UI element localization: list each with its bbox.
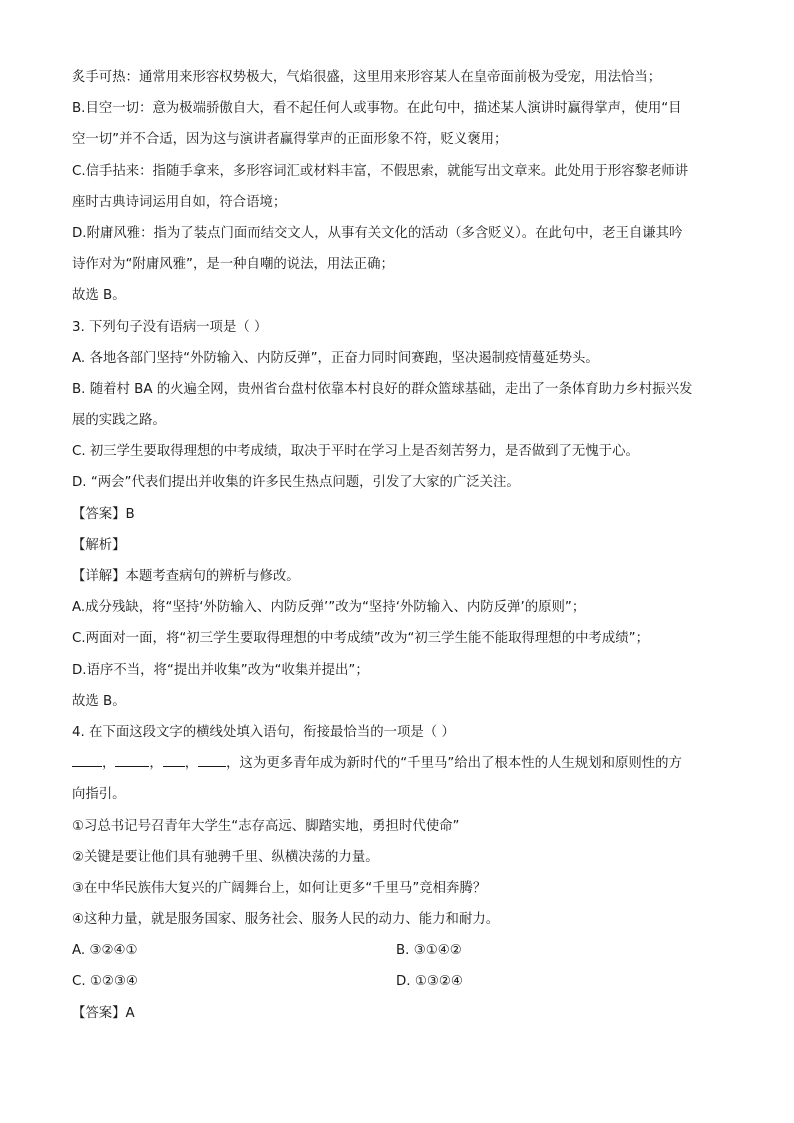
- text-line: B.目空一切：意为极端骄傲自大，看不起任何人或事物。在此句中，描述某人演讲时赢得掌声，使用“目: [72, 101, 682, 117]
- text-line: C.信手拈来：指随手拿来，多形容词汇或材料丰富，不假思索，就能写出文章来。此处用于形容黎老师讲: [72, 163, 689, 179]
- text-line: 故选 B。: [72, 288, 126, 304]
- separator: ，: [149, 756, 163, 772]
- question-3-stem: 3. 下列句子没有语病一项是（ ）: [72, 319, 268, 335]
- explanation-a: A.成分残缺，将“坚持‘外防输入、内防反弹’”改为“坚持‘外防输入、内防反弹’的原则”；: [72, 600, 586, 616]
- answer-label: 【答案】A: [72, 1005, 135, 1021]
- text-line: 向指引。: [72, 787, 126, 803]
- explanation-c: C.两面对一面，将“初三学生要取得理想的中考成绩”改为“初三学生能不能取得理想的中考成绩”；: [72, 631, 649, 647]
- text-line: 空一切”并不合适，因为这与演讲者赢得掌声的正面形象不符，贬义褒用；: [72, 132, 508, 148]
- sentence-1: ①习总书记号召青年大学生“志存高远、脚踏实地，勇担时代使命”: [72, 818, 460, 834]
- analysis-label: 【解析】: [72, 537, 126, 553]
- question-3-option-b: B. 随着村 BA 的火遍全网，贵州省台盘村依靠本村良好的群众篮球基础，走出了一条体育助力乡村振兴发: [72, 381, 693, 397]
- fill-blank: [115, 752, 149, 767]
- text-line: 座时古典诗词运用自如，符合语境；: [72, 194, 287, 210]
- separator: ，: [102, 756, 116, 772]
- option-a: A. ③②④①: [72, 943, 138, 959]
- option-d: D. ①③②④: [396, 974, 463, 990]
- explanation-d: D.语序不当，将“提出并收集”改为“收集并提出”；: [72, 662, 369, 678]
- question-3-option-c: C. 初三学生要取得理想的中考成绩，取决于平时在学习上是否刻苦努力，是否做到了无愧于心。: [72, 444, 639, 460]
- fill-line-tail: ，这为更多青年成为新时代的“千里马”给出了根本性的人生规划和原则性的方: [226, 756, 682, 772]
- fill-blank: [198, 752, 226, 767]
- question-3-option-b-cont: 展的实践之路。: [72, 413, 166, 429]
- separator: ，: [184, 756, 199, 772]
- sentence-2: ②关键是要让他们具有驰骋千里、纵横决荡的力量。: [72, 849, 379, 865]
- options-row: [72, 935, 724, 966]
- text-line: 故选 B。: [72, 693, 126, 709]
- options-row: [72, 966, 724, 997]
- sentence-4: ④这种力量，就是服务国家、服务社会、服务人民的动力、能力和耐力。: [72, 912, 500, 928]
- question-4-stem: 4. 在下面这段文字的横线处填入语句，衔接最恰当的一项是（ ）: [72, 724, 455, 740]
- fill-blank-line: [72, 748, 724, 779]
- question-3-option-a: A. 各地各部门坚持“外防输入、内防反弹”，正奋力同时间赛跑，坚决遏制疫情蔓延势头。: [72, 350, 599, 366]
- text-line: 诗作对为“附庸风雅”，是一种自嘲的说法，用法正确；: [72, 257, 394, 273]
- fill-blank: [72, 752, 102, 767]
- text-line: D.附庸风雅：指为了装点门面而结交文人，从事有关文化的活动（多含贬义）。在此句中，老王自谦其吟: [72, 225, 683, 241]
- option-c: C. ①②③④: [72, 974, 138, 990]
- option-b: B. ③①④②: [396, 943, 462, 959]
- answer-label: 【答案】B: [72, 506, 135, 522]
- question-3-option-d: D. “两会”代表们提出并收集的许多民生热点问题，引发了大家的广泛关注。: [72, 475, 520, 491]
- sentence-3: ③在中华民族伟大复兴的广阔舞台上，如何让更多“千里马”竞相奔腾？: [72, 880, 487, 896]
- fill-blank: [163, 752, 185, 767]
- detail-text: 【详解】本题考查病句的辨析与修改。: [72, 569, 300, 584]
- document-page: [72, 62, 724, 1029]
- text-line: 炙手可热：通常用来形容权势极大，气焰很盛，这里用来形容某人在皇帝面前极为受宠，用法恰当；: [72, 70, 662, 85]
